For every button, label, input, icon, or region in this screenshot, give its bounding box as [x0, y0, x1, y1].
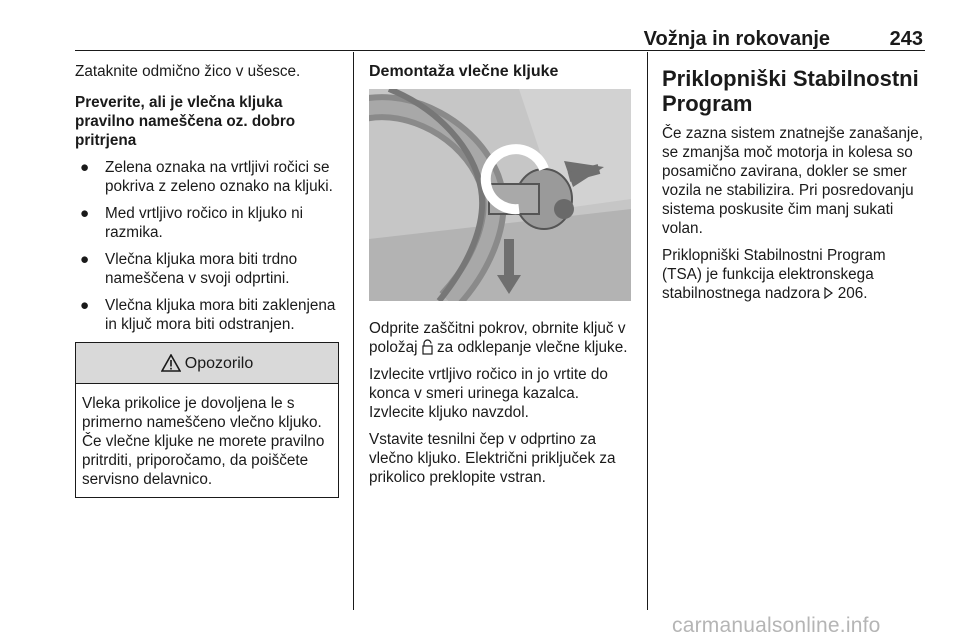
page-number: 243	[889, 28, 923, 50]
removal-heading: Demontaža vlečne kljuke	[369, 63, 559, 80]
page-reference-icon	[824, 287, 833, 299]
middle-column	[369, 62, 633, 495]
removal-step-2: Izvlecite vrtljivo ročico in jo vrtite do konca v smeri urinega kazalca. Izvlecite kljuko navzdol.	[369, 366, 608, 421]
bullet-icon: ●	[80, 159, 90, 176]
warning-triangle-icon	[161, 354, 181, 372]
list-item: ● Vlečna kljuka mora biti trdno nameščena v svoji odprtini.	[80, 251, 298, 287]
intro-text: Zataknite odmično žico v ušesce.	[75, 63, 301, 80]
check-list	[75, 158, 339, 334]
column-divider-2	[647, 52, 648, 610]
reference-link[interactable]: 206.	[837, 285, 868, 302]
section-title: Vožnja in rokovanje	[643, 28, 830, 50]
tsa-reference: Priklopniški Stabilnostni Program (TSA) je funkcija elektronskega stabilnostnega nadzora 206.	[662, 247, 886, 302]
watermark-text: carmanualsonline.info	[672, 614, 881, 637]
warning-title: Opozorilo	[184, 354, 254, 372]
tsa-description: Če zazna sistem znatnejše zanašanje, se zmanjša moč motorja in kolesa so posamično zavirana, dokler se smer vozila ne stabilizira. Pri posredovanju sistema poskusite čim manj sukati volan.	[662, 125, 924, 237]
warning-header	[76, 343, 338, 384]
page-header	[0, 0, 960, 50]
tsa-heading: Priklopniški Stabilnostni Program	[662, 66, 919, 116]
list-item: ● Med vrtljivo ročico in kljuko ni razmika.	[80, 205, 304, 241]
bullet-icon: ●	[80, 297, 90, 314]
bullet-icon: ●	[80, 251, 90, 268]
check-heading: Preverite, ali je vlečna kljuka pravilno nameščena oz. dobro pritrjena	[75, 94, 296, 149]
removal-step-3: Vstavite tesnilni čep v odprtino za vlečno kljuko. Električni priključek za prikolico preklopite vstran.	[369, 431, 616, 486]
column-divider-1	[353, 52, 354, 610]
header-rule	[75, 50, 925, 51]
right-column	[662, 62, 928, 311]
warning-text: Vleka prikolice je dovoljena le s primerno nameščeno vlečno kljuko. Če vlečne kljuke ne morete pravilno pritrditi, priporočamo, da poiščete servisno delavnico.	[82, 395, 325, 488]
list-item: ● Zelena oznaka na vrtljivi ročici se pokriva z zeleno oznako na kljuki.	[80, 159, 333, 195]
list-item: ● Vlečna kljuka mora biti zaklenjena in ključ mora biti odstranjen.	[80, 297, 336, 333]
bullet-icon: ●	[80, 205, 90, 222]
warning-box	[75, 342, 339, 498]
tow-hook-illustration	[369, 89, 631, 301]
unlock-icon	[422, 339, 433, 355]
removal-step-1: Odprite zaščitni pokrov, obrnite ključ v položaj za odklepanje vlečne kljuke.	[369, 320, 628, 356]
left-column	[75, 62, 339, 498]
